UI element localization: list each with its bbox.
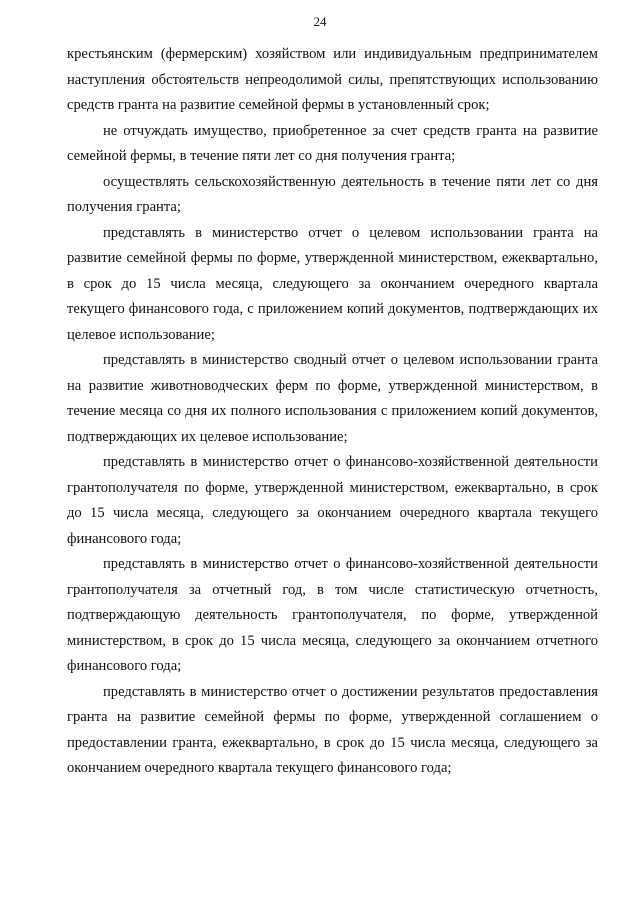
paragraph-annual-financial-report: представлять в министерство отчет о финансово-хозяйственной деятельности грантополучателя за отчетный год, в том числе статистическую отчетность, подтверждающую деятельность грантополучателя, по форме, утвержденной министерством, в срок до 15 числа месяца, следующего за окончанием отчетного финансового года; [67, 556, 598, 674]
paragraph-target-use-report: представлять в министерство отчет о целевом использовании гранта на развитие семейной фермы по форме, утвержденной министерством, ежеквартально, в срок до 15 числа месяца, следующего за окончанием очередного квартала текущего финансового года, с приложением копий документов, подтверждающих их целевое использование; [67, 224, 598, 343]
document-body [67, 42, 598, 782]
paragraph-quarterly-financial-report: представлять в министерство отчет о финансово-хозяйственной деятельности грантополучателя по форме, утвержденной министерством, ежеквартально, в срок до 15 числа месяца, следующего за окончанием очередного квартала текущего финансового года; [67, 454, 598, 547]
paragraph-summary-report: представлять в министерство сводный отчет о целевом использовании гранта на развитие животноводческих ферм по форме, утвержденной министерством, в течение месяца со дня их полного использования с приложением копий документов, подтверждающих их целевое использование; [67, 352, 598, 445]
paragraph-continuation: крестьянским (фермерским) хозяйством или индивидуальным предпринимателем наступления обстоятельств непреодолимой силы, препятствующих использованию средств гранта на развитие семейной фермы в установленный срок; [67, 46, 598, 113]
paragraph-results-report: представлять в министерство отчет о достижении результатов предоставления гранта на развитие семейной фермы по форме, утвержденной соглашением о предоставлении гранта, ежеквартально, в срок до 15 числа месяца, следующего за окончанием очередного квартала текущего финансового года; [67, 683, 598, 776]
page-number: 24 [313, 14, 327, 29]
paragraph-agricultural-activity: осуществлять сельскохозяйственную деятельность в течение пяти лет со дня получения гранта; [67, 173, 598, 215]
paragraph-property-retention: не отчуждать имущество, приобретенное за счет средств гранта на развитие семейной фермы, в течение пяти лет со дня получения гранта; [67, 122, 598, 164]
